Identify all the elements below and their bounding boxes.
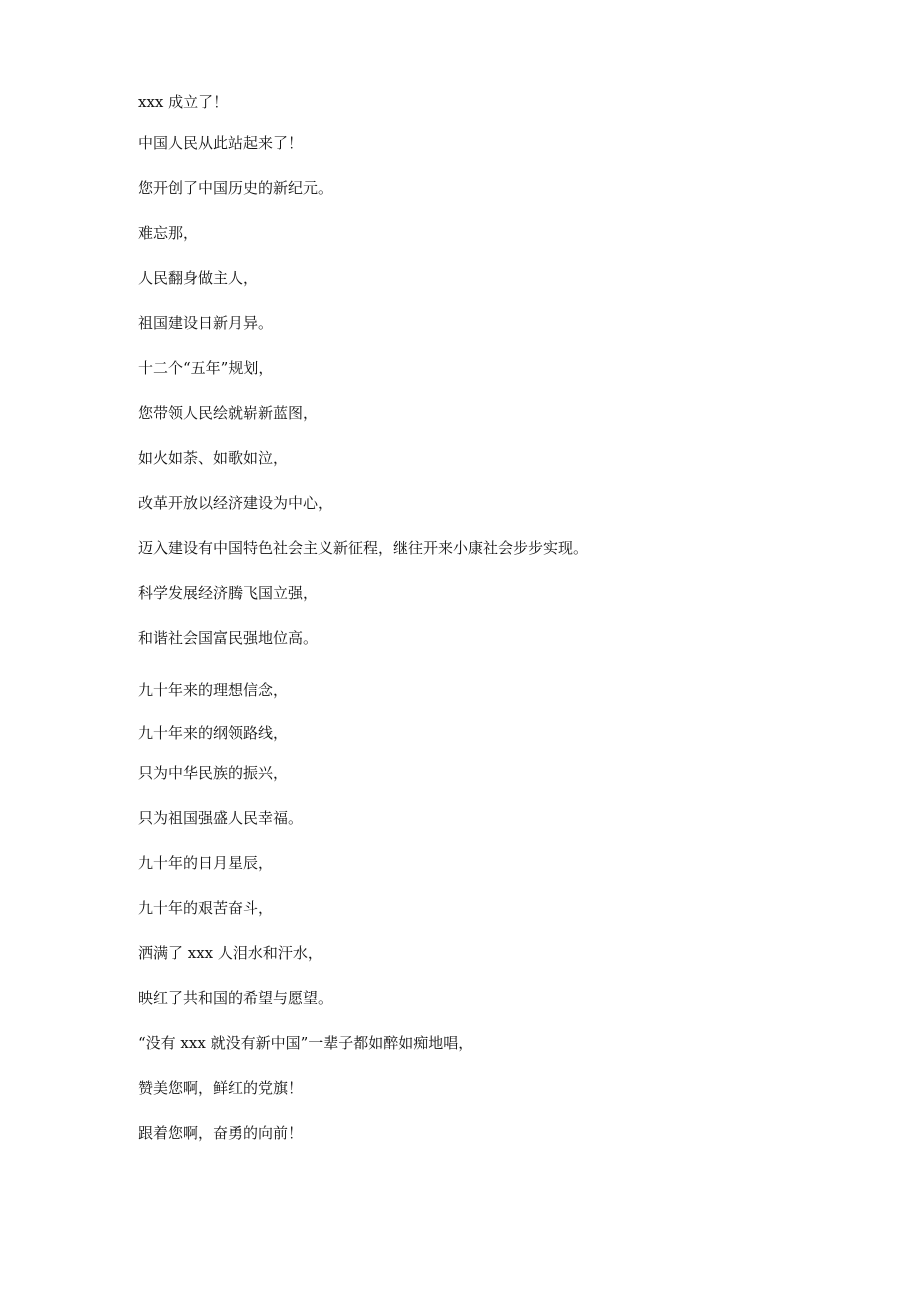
poem-line: 科学发展经济腾飞国立强， [138,584,319,602]
poem-line: 赞美您啊，鲜红的党旗！ [138,1079,304,1097]
poem-line: 和谐社会国富民强地位高。 [138,629,319,647]
poem-line: 人民翻身做主人， [138,269,259,287]
poem-line: 改革开放以经济建设为中心， [138,494,334,512]
poem-line: 跟着您啊，奋勇的向前！ [138,1124,304,1142]
poem-line: 九十年来的纲领路线， [138,724,289,742]
poem-line: 难忘那， [138,224,199,242]
poem-line: 您带领人民绘就崭新蓝图， [138,404,319,422]
poem-line: 十二个“五年”规划， [138,359,274,377]
poem-line: 您开创了中国历史的新纪元。 [138,179,334,197]
poem-line: 中国人民从此站起来了！ [138,134,304,152]
poem-line: 只为中华民族的振兴， [138,764,289,782]
poem-line: 九十年来的理想信念， [138,681,289,699]
poem-line: 迈入建设有中国特色社会主义新征程，继往开来小康社会步步实现。 [138,539,589,557]
poem-line: “没有 xxx 就没有新中国”一辈子都如醉如痴地唱， [138,1034,474,1052]
poem-line: 映红了共和国的希望与愿望。 [138,989,334,1007]
poem-line: 洒满了 xxx 人泪水和汗水， [138,944,323,962]
poem-line: 只为祖国强盛人民幸福。 [138,809,304,827]
poem-line: 如火如荼、如歌如泣， [138,449,289,467]
poem-line: 九十年的艰苦奋斗， [138,899,274,917]
poem-line: xxx 成立了！ [138,93,229,111]
poem-line: 九十年的日月星辰， [138,854,274,872]
poem-line: 祖国建设日新月异。 [138,314,274,332]
